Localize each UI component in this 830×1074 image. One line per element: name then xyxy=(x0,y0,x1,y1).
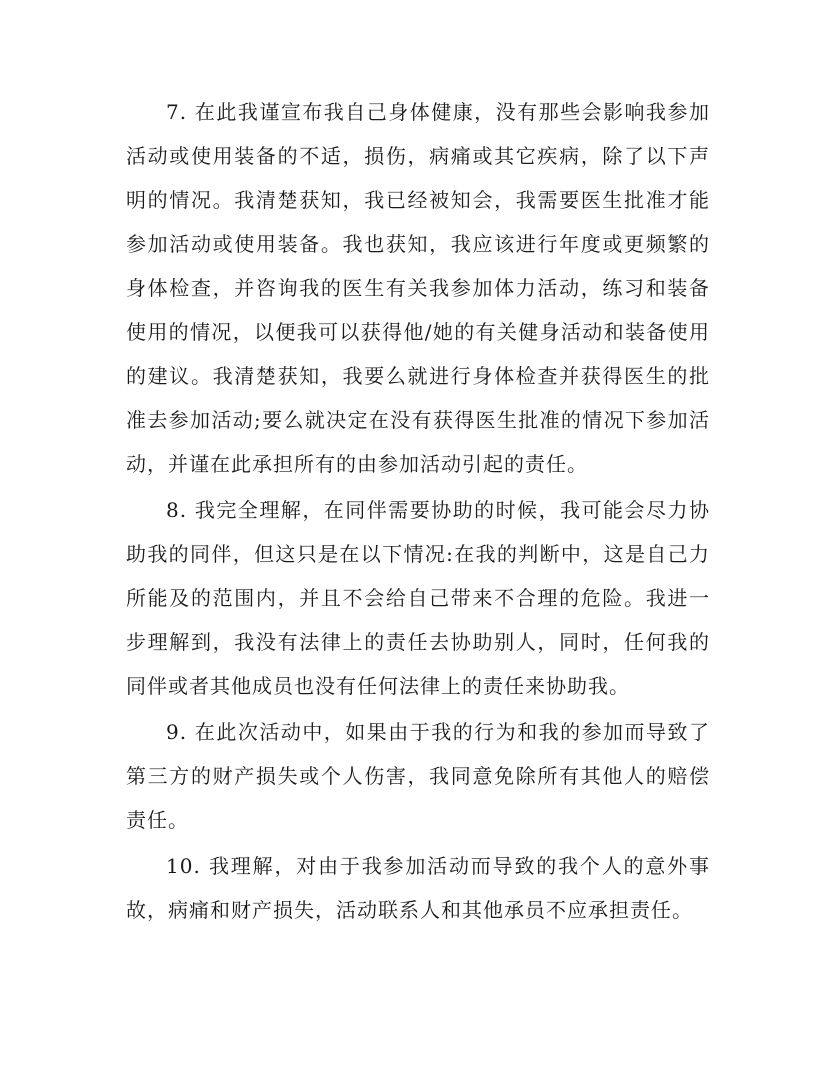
paragraph-10: 10. 我理解，对由于我参加活动而导致的我个人的意外事故，病痛和财产损失，活动联系人和其他承员不应承担责任。 xyxy=(126,854,710,922)
paragraph-7: 7. 在此我谨宣布我自己身体健康，没有那些会影响我参加活动或使用装备的不适，损伤，病痛或其它疾病，除了以下声明的情况。我清楚获知，我已经被知会，我需要医生批准才能参加活动或使用装备。我也获知，我应该进行年度或更频繁的身体检查，并咨询我的医生有关我参加体力活动，练习和装备使用的情况，以便我可以获得他/她的有关健身活动和装备使用的建议。我清楚获知，我要么就进行身体检查并获得医生的批准去参加活动;要么就决定在没有获得医生批准的情况下参加活动，并谨在此承担所有的由参加活动引起的责任。 xyxy=(126,100,710,476)
document-body xyxy=(126,90,710,934)
paragraph-8: 8. 我完全理解，在同伴需要协助的时候，我可能会尽力协助我的同伴，但这只是在以下情况:在我的判断中，这是自己力所能及的范围内，并且不会给自己带来不合理的危险。我进一步理解到，我没有法律上的责任去协助别人，同时，任何我的同伴或者其他成员也没有任何法律上的责任来协助我。 xyxy=(126,498,710,698)
paragraph-9: 9. 在此次活动中，如果由于我的行为和我的参加而导致了第三方的财产损失或个人伤害，我同意免除所有其他人的赔偿责任。 xyxy=(126,720,710,832)
